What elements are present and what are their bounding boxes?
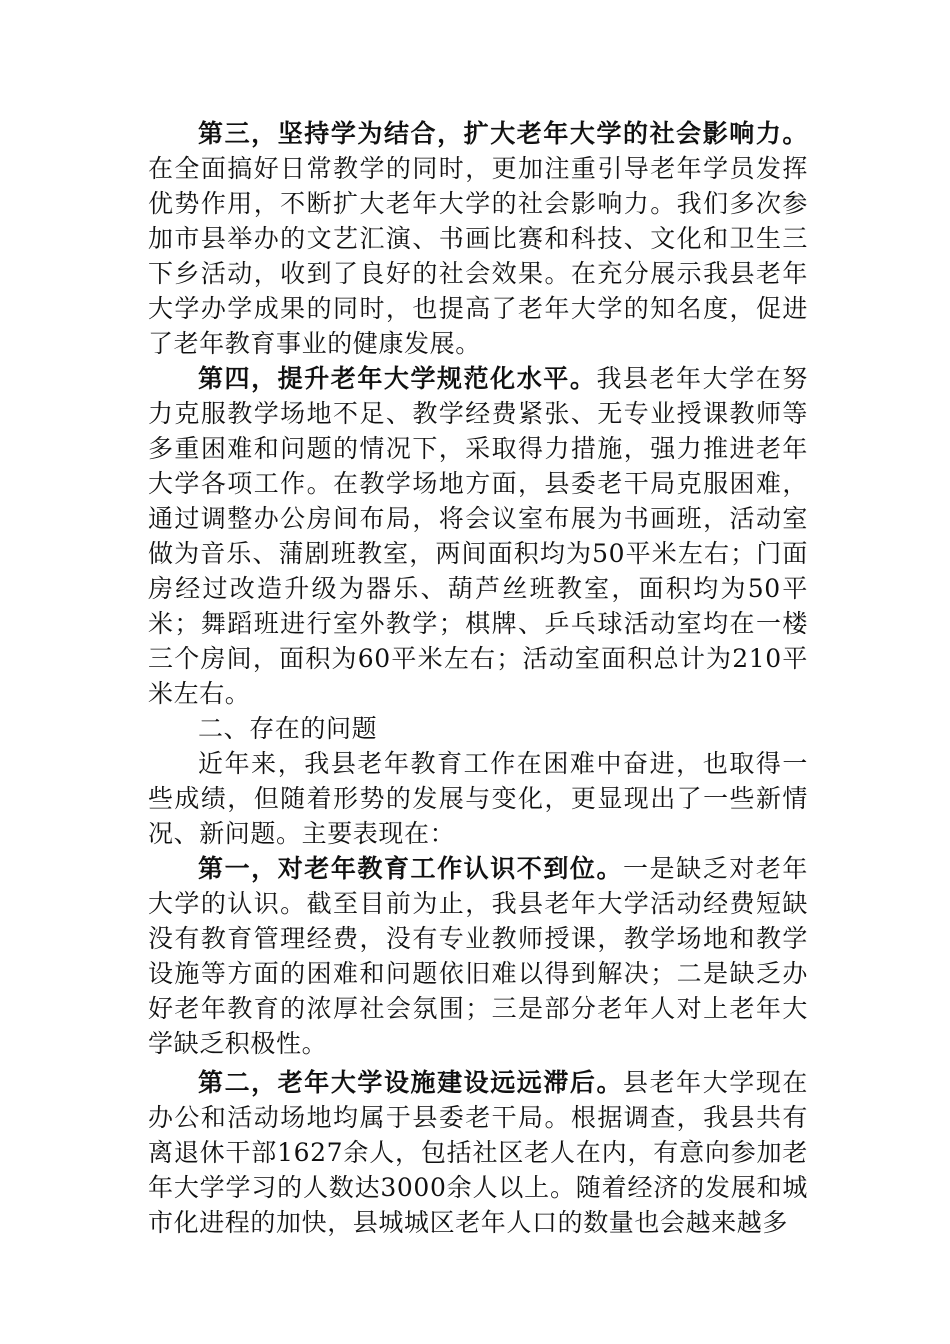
paragraph-heading: 第二，老年大学设施建设远远滞后。 — [198, 1068, 624, 1097]
paragraph-heading: 第四，提升老年大学规范化水平。 — [198, 364, 597, 393]
paragraph-text: 一是缺乏对老年大学的认识。截至目前为止，我县老年大学活动经费短缺没有教育管理经费，没有专业教师授课，教学场地和教学设施等方面的困难和问题依旧难以得到解决；二是缺乏办好老年教育的浓厚社会氛围；三是部分老年人对上老年大学缺乏积极性。 — [148, 854, 808, 1058]
paragraph-third-point — [148, 116, 808, 361]
paragraph-heading: 第一，对老年教育工作认识不到位。 — [198, 854, 624, 883]
paragraph-first-problem — [148, 851, 808, 1061]
paragraph-text: 县老年大学现在办公和活动场地均属于县委老干局。根据调查，我县共有离退休干部1627余人，包括社区老人在内，有意向参加老年大学学习的人数达3000余人以上。随着经济的发展和城市化进程的加快，县城城区老年人口的数量也会越来越多 — [148, 1068, 808, 1237]
paragraph-second-problem — [148, 1065, 808, 1240]
paragraph-text: 在全面搞好日常教学的同时，更加注重引导老年学员发挥优势作用，不断扩大老年大学的社会影响力。我们多次参加市县举办的文艺汇演、书画比赛和科技、文化和卫生三下乡活动，收到了良好的社会效果。在充分展示我县老年大学办学成果的同时，也提高了老年大学的知名度，促进了老年教育事业的健康发展。 — [148, 154, 808, 358]
document-body — [148, 116, 808, 1240]
paragraph-fourth-point — [148, 361, 808, 711]
paragraph-heading: 第三，坚持学为结合，扩大老年大学的社会影响力。 — [198, 119, 808, 148]
paragraph-intro: 近年来，我县老年教育工作在困难中奋进，也取得一些成绩，但随着形势的发展与变化，更显现出了一些新情况、新问题。主要表现在： — [148, 749, 808, 848]
section-heading-problems: 二、存在的问题 — [198, 714, 378, 743]
paragraph-text: 我县老年大学在努力克服教学场地不足、教学经费紧张、无专业授课教师等多重困难和问题的情况下，采取得力措施，强力推进老年大学各项工作。在教学场地方面，县委老干局克服困难，通过调整办公房间布局，将会议室布展为书画班，活动室做为音乐、蒲剧班教室，两间面积均为50平米左右；门面房经过改造升级为器乐、葫芦丝班教室，面积均为50平米；舞蹈班进行室外教学；棋牌、乒乓球活动室均在一楼三个房间，面积为60平米左右；活动室面积总计为210平米左右。 — [148, 364, 808, 708]
